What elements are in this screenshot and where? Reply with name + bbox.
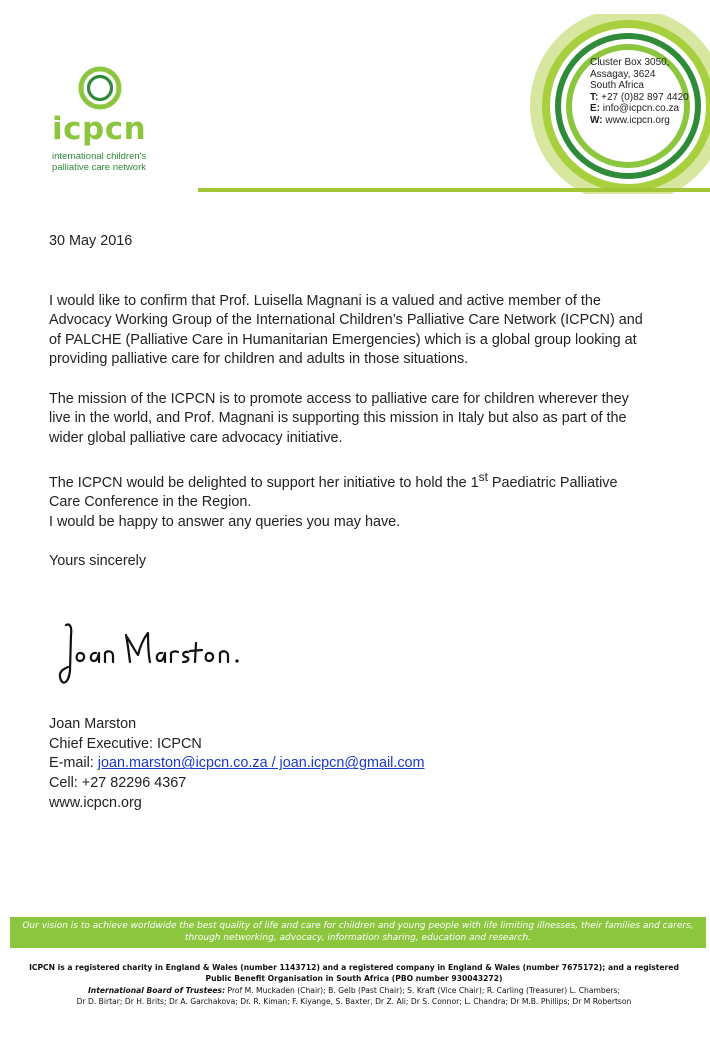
paragraph-2: The mission of the ICPCN is to promote access to palliative care for children wherever they live in the world, and Prof. Magnani is supporting this mission in Italy but also as part of the wider global palliative care advocacy initiative. <box>49 390 629 446</box>
contact-email-value[interactable]: info@icpcn.co.za <box>602 103 680 114</box>
signatory-title: Chief Executive: ICPCN <box>49 735 202 752</box>
paragraph-3 <box>49 468 649 513</box>
contact-block <box>590 57 710 126</box>
icpcn-logo <box>52 66 212 173</box>
logo-wordmark: icpcn <box>52 111 147 147</box>
contact-address-1: Cluster Box 3050, <box>590 57 670 68</box>
logo-tagline <box>52 151 212 173</box>
signatory-name: Joan Marston <box>49 716 137 732</box>
letter-body <box>49 232 649 572</box>
contact-address-2: Assagay, 3624 <box>590 68 656 80</box>
logo-tagline-line-2: palliative care network <box>52 162 146 173</box>
paragraph-3-line-2: I would be happy to answer any queries you may have. <box>49 513 401 530</box>
charity-registration: ICPCN is a registered charity in England & Wales (number 1143712) and a registered company in England & Wales (number 7675172); and a registered Public Benefit Organisation in South Africa (PBO number 930043272) <box>29 963 679 984</box>
contact-tel-value: +27 (0)82 897 4420 <box>601 91 689 103</box>
paragraph-3-text-end: Paediatric Palliative Care Conference in the Region. <box>49 474 618 511</box>
signatory-website: www.icpcn.org <box>49 794 142 811</box>
email-link[interactable]: joan.marston@icpcn.co.za / joan.icpcn@gmail.com <box>97 755 425 772</box>
contact-telephone <box>590 92 710 104</box>
signatory-email-line <box>49 754 425 774</box>
contact-web-value[interactable]: www.icpcn.org <box>605 114 670 126</box>
paragraph-1: I would like to confirm that Prof. Luisella Magnani is a valued and active member of the Advocacy Working Group of the International Children’s Palliative Care Network (ICPCN) and of PALCHE (Palliative Care in Humanitarian Emergencies) which is a global group looking at providing palliative care for children and adults in those situations. <box>49 292 643 367</box>
logo-rings-icon <box>78 66 122 110</box>
vision-banner: Our vision is to achieve worldwide the best quality of life and care for children and young people with life limiting illnesses, their families and carers, through networking, advocacy, information sharing, education and research. <box>10 917 706 948</box>
email-label: E-mail: <box>49 755 98 772</box>
paragraph-3-text: The ICPCN would be delighted to support her initiative to hold the 1 <box>49 474 479 491</box>
letter-date: 30 May 2016 <box>49 233 133 249</box>
paragraph-3-superscript: st <box>478 470 488 484</box>
contact-web-label: W: <box>590 114 603 126</box>
header-rule <box>198 188 710 192</box>
trustees-list-1: Prof M. Muckaden (Chair); B. Gelb (Past Chair); S. Kraft (Vice Chair); R. Carling (Treasurer) L. Chambers; <box>225 985 621 995</box>
contact-website <box>590 115 710 127</box>
handwritten-signature <box>56 615 256 695</box>
contact-tel-label: T: <box>590 91 599 103</box>
contact-address-3: South Africa <box>590 80 644 91</box>
contact-email <box>590 103 710 115</box>
signoff-block <box>49 715 425 814</box>
trustees-label: International Board of Trustees: <box>87 985 226 995</box>
contact-email-label: E: <box>590 103 600 114</box>
logo-tagline-line-1: international children's <box>52 151 147 162</box>
closing: Yours sincerely <box>49 553 147 570</box>
trustees-line-1 <box>20 985 688 996</box>
footer-legal <box>20 962 688 1008</box>
signatory-cell: Cell: +27 82296 4367 <box>49 775 187 792</box>
trustees-line-2: Dr D. Birtar; Dr H. Brits; Dr A. Garchakova; Dr. R. Kiman; F. Kiyange, S. Baxter, Dr Z. Ali; Dr S. Connor; L. Chandra; Dr M.B. Phillips; Dr M Robertson <box>76 997 632 1007</box>
